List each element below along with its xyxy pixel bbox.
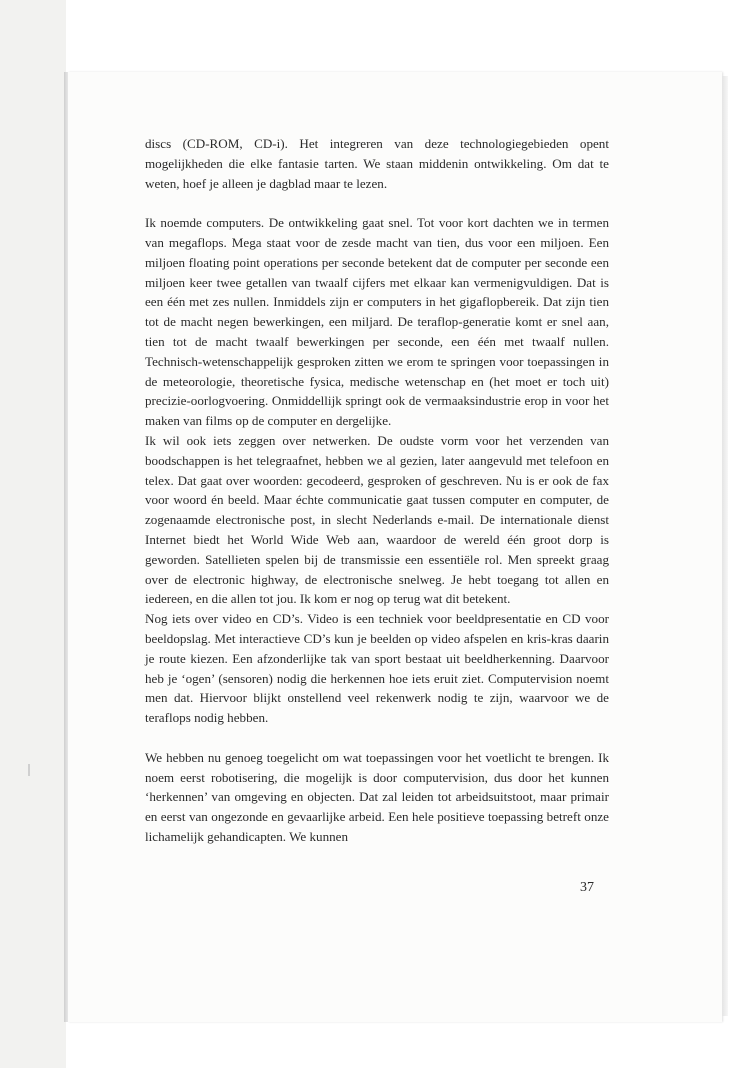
paragraph: discs (CD-ROM, CD-i). Het integreren van deze technologiegebieden opent mogelijkheden die elke fantasie tarten. We staan middenin ontwikkeling. Om dat te weten, hoef je alleen je dagblad maar te lezen. [145, 136, 609, 191]
paragraph: Nog iets over video en CD’s. Video is een techniek voor beeldpresentatie en CD voor beeldopslag. Met interactieve CD’s kun je beelden op video afspelen en kris-kras daarin je route kiezen. Een afzonderlijke tak van sport bestaat uit beeldherkenning. Daarvoor heb je ‘ogen’ (sensoren) nodig die herkennen hoe iets eruit ziet. Computervision noemt men dat. Hiervoor blijkt onstellend veel rekenwerk nodig te zijn, waarvoor we de teraflops nodig hebben. [145, 611, 609, 726]
facing-page-edge [0, 0, 66, 1068]
paragraph: We hebben nu genoeg toegelicht om wat toepassingen voor het voetlicht te brengen. Ik noem eerst robotisering, die mogelijk is door computervision, dus door het kunnen ‘herkennen’ van omgeving en objecten. Dat zal leiden tot arbeidsuitstoot, maar primair en eerst van ongezonde en gevaarlijke arbeid. Een hele positieve toepassing betreft onze lichamelijk gehandicapten. We kunnen [145, 749, 609, 844]
paragraph: Ik wil ook iets zeggen over netwerken. De oudste vorm voor het verzenden van boodschappen is het telegraafnet, hebben we al gezien, later aangevuld met telefoon en telex. Dat gaat over woorden: gecodeerd, gesproken of geschreven. Nu is er ook de fax voor woord én beeld. Maar échte communicatie gaat tussen computer en computer, de zogenaamde electronische post, in slecht Nederlands e-mail. De internationale dienst Internet biedt het World Wide Web aan, waardoor de wereld één groot dorp is geworden. Satellieten spelen bij de transmissie een essentiële rol. Men spreekt graag over de electronic highway, de electronische snelweg. Je hebt toegang tot allen en iedereen, en die allen tot jou. Ik kom er nog op terug wat dit betekent. [145, 432, 609, 607]
page-number: 37 [580, 880, 594, 895]
page-edge [722, 76, 728, 1016]
paragraph: Ik noemde computers. De ontwikkeling gaat snel. Tot voor kort dachten we in termen van megaflops. Mega staat voor de zesde macht van tien, dus voor een miljoen. Een miljoen floating point operations per seconde betekent dat de computer per seconde een miljoen keer twee getallen van twaalf cijfers met elkaar kan vermenigvuldigen. Dat is een één met zes nullen. Inmiddels zijn er computers in het gigaflopbereik. Dat zijn tien tot de macht negen bewerkingen, een miljard. De teraflop-generatie komt er snel aan, tien tot de macht twaalf bewerkingen per seconde, een één met twaalf nullen. Technisch-wetenschappelijk gesproken zitten we erom te springen voor toepassingen in de meteorologie, theoretische fysica, medische wetenschap en (het moet er toch uit) precizie-oorlogvoering. Onmiddellijk springt ook de vermaaksindustrie erop in voor het maken van films op de computer en dergelijke. [145, 215, 609, 429]
body-text [145, 134, 609, 847]
margin-mark [28, 764, 30, 776]
